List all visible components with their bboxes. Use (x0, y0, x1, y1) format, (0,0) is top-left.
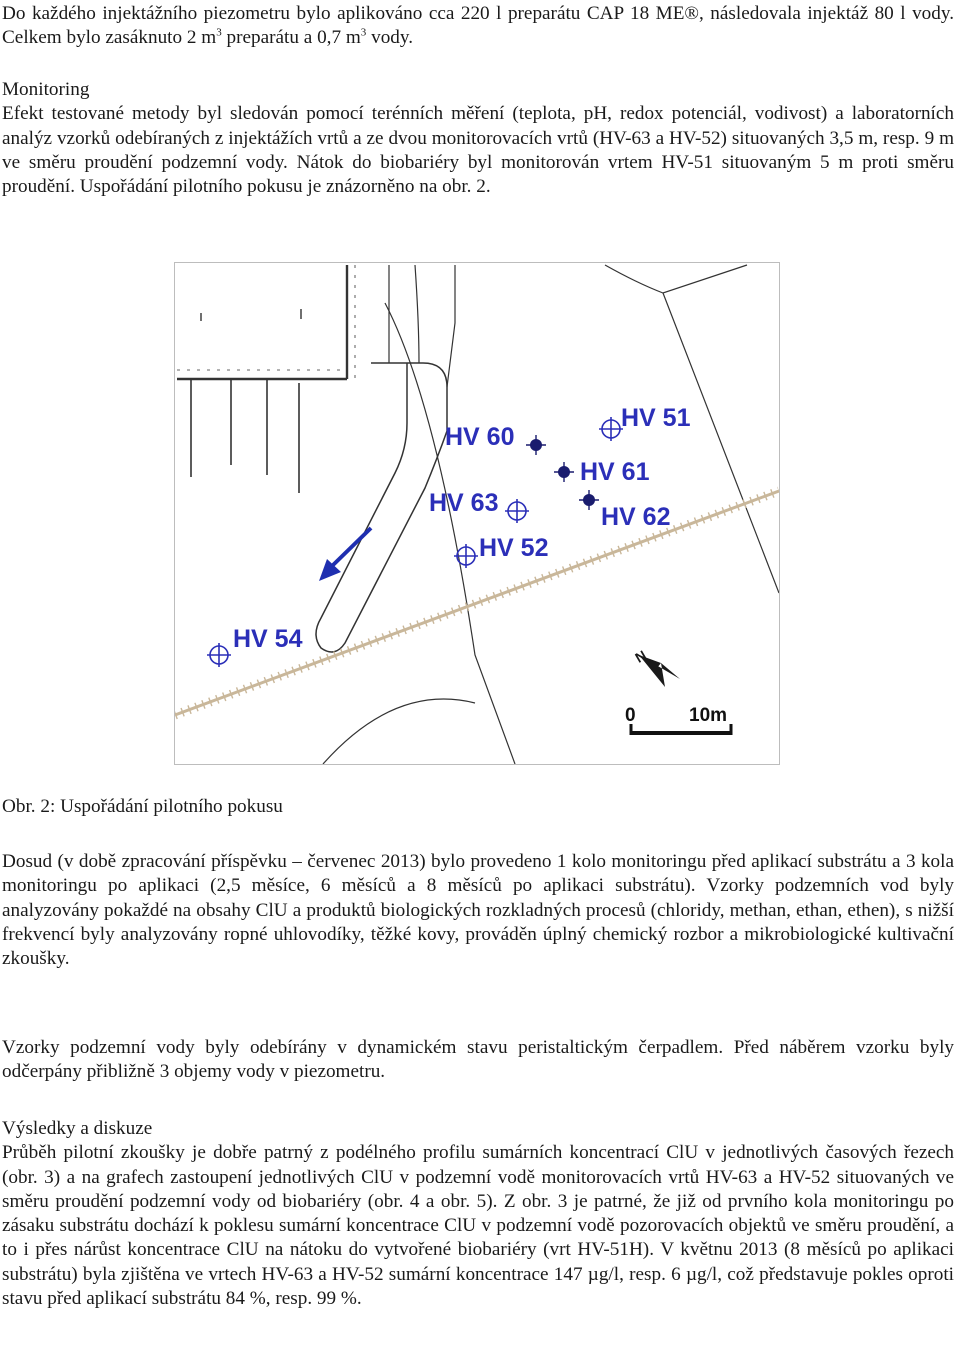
site-map-figure (174, 262, 780, 765)
scale-bar (625, 705, 731, 735)
figure-caption-text: Uspořádání pilotního pokusu (55, 796, 283, 817)
railway-line (175, 491, 779, 715)
well-label-hv52: HV 52 (479, 534, 549, 562)
well-label-hv60: HV 60 (445, 423, 515, 451)
well-label-hv51: HV 51 (621, 404, 691, 432)
well-label-hv61: HV 61 (580, 458, 650, 486)
intro-sup-2: 3 (360, 26, 367, 39)
scale-zero-label: 0 (625, 705, 636, 726)
well-label-hv54: HV 54 (233, 625, 303, 653)
intro-text-1: Do každého injektážního piezometru bylo aplikováno cca 220 l preparátu CAP 18 ME®, následovala injektáž 80 l vody. Celkem bylo zasáknuto 2 m (2, 3, 954, 49)
figure-caption (2, 795, 954, 819)
intro-paragraph (2, 2, 954, 51)
well-hv62 (579, 490, 670, 531)
figure-caption-lead: Obr. 2: (2, 796, 56, 817)
results-text: Průběh pilotní zkoušky je dobře patrný z podélného profilu sumárních koncentrací ClU v jednotlivých časových řezech (obr. 3) a na grafech zastoupení jednotlivých ClU v podzemní vodě monitorovacích vrtů HV-63 a HV-52 situovaných ve směru proudění podzemní vody od biobariéry (obr. 4 a obr. 5). Z obr. 3 je patrné, že již od prvního kola monitoringu po zásaku substrátu dochází k poklesu sumární koncentrace ClU v podzemní vodě pozorovacích objektů ve směru proudění, a to i přes nárůst koncentrace ClU na nátoku do vytvořené biobariéry (vrt HV-51H). V květnu 2013 (8 měsíců po aplikaci substrátu) byla zjištěna ve vrtech HV-63 a HV-52 sumární koncentrace 147 µg/l, resp. 6 µg/l, což představuje pokles oproti stavu před aplikací substrátu 84 %, resp. 99 %. (2, 1142, 954, 1310)
flow-direction-arrow (319, 528, 371, 581)
monitoring-text: Efekt testované metody byl sledován pomocí terénních měření (teplota, pH, redox potenciál, vodivost) a laboratorních analýz vzorků odebíraných z injektážích vrtů a ze dvou monitorovacích vrtů (HV-63 a HV-52) situovaných 3,5 m, resp. 9 m ve směru proudění podzemní vody. Nátok do biobariéry byl monitorován vrtem HV-51 situovaným 5 m proti směru proudění. Uspořádání pilotního pokusu je znázorněno na obr. 2. (2, 103, 954, 198)
well-label-hv62: HV 62 (601, 503, 671, 531)
well-hv51 (599, 404, 691, 441)
well-hv52 (454, 534, 548, 568)
intro-text-2: preparátu a 0,7 m (221, 27, 361, 49)
well-label-hv63: HV 63 (429, 489, 499, 517)
well-hv63 (429, 489, 529, 523)
scale-end-label: 10m (689, 705, 728, 726)
body-paragraph-2: Dosud (v době zpracování příspěvku – červenec 2013) bylo provedeno 1 kolo monitoringu před aplikací substrátu a 3 kola monitoringu po aplikaci (2,5 měsíce, 6 měsíců a 8 měsíců po aplikaci substrátu). Vzorky podzemních vod byly analyzovány pokaždé na obsahy ClU a produktů biologických rozkladných procesů (chloridy, methan, ethan, ethen), s nižší frekvencí byly analyzovány ropné uhlovodíky, těžké kovy, prováděn úplný chemický rozbor a mikrobiologické kultivační zkoušky. (2, 851, 954, 970)
well-hv60 (445, 423, 546, 455)
intro-sup-1: 3 (216, 26, 222, 39)
results-heading: Výsledky a diskuze (2, 1118, 153, 1139)
results-section (2, 1117, 954, 1311)
intro-text-3: vody. (366, 27, 414, 49)
site-map (175, 263, 779, 764)
north-arrow-icon (632, 647, 680, 687)
well-hv54 (207, 625, 303, 667)
monitoring-section (2, 78, 954, 199)
monitoring-heading: Monitoring (2, 79, 90, 100)
well-hv61 (554, 458, 650, 486)
body-paragraph-3: Vzorky podzemní vody byly odebírány v dynamickém stavu peristaltickým čerpadlem. Před náběrem vzorku byly odčerpány přibližně 3 objemy vody v piezometru. (2, 1037, 954, 1083)
svg-text:N: N (632, 646, 650, 666)
